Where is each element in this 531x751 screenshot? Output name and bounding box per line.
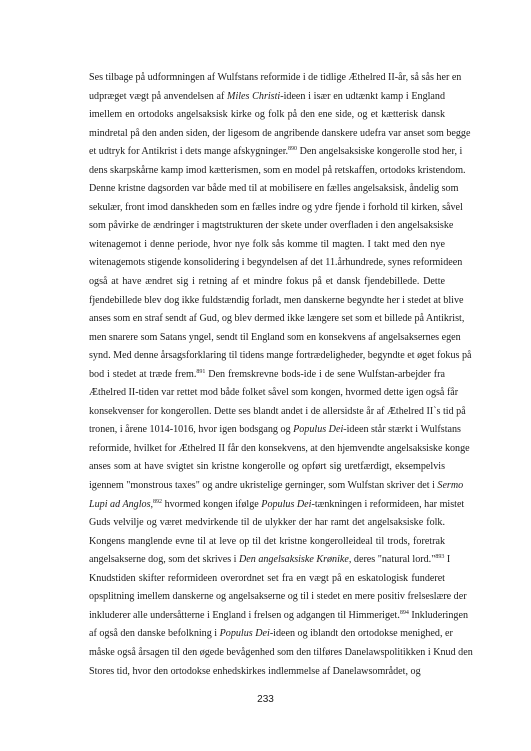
text-segment: -ideen og iblandt den ortodokse menighed, er [269, 628, 453, 640]
text-line [89, 236, 445, 255]
text-line [89, 551, 451, 570]
text-segment: Den fremskrevne bods-ide i de sene Wulfstan-arbejder fra [205, 368, 445, 380]
text-line [89, 403, 466, 422]
text-segment: Guds velvilje og været medvirkende til de ulykker der har ramt det angelsaksiske folk. [89, 517, 445, 529]
text-segment: Den angelsaksiske kongerolle stod her, i [297, 146, 463, 158]
text-line [89, 162, 466, 181]
italic-text: Populus Dei [293, 424, 344, 436]
text-line [89, 514, 445, 533]
footnote-marker: 890 [288, 146, 298, 153]
text-segment: Ses tilbage på udformningen af Wulfstans reformide i de tidlige Æthelred II-år, så sås her en [89, 72, 462, 83]
text-segment: I [444, 554, 451, 566]
text-line [89, 477, 464, 496]
text-segment: mindretal på den anden siden, der ligesom de angribende danskere udefra var anset som begge [89, 127, 471, 139]
text-segment: witenagemot i denne periode, hvor nye folk sås komme til magten. I takt med den nye [89, 238, 445, 250]
footnote-marker: 893 [435, 554, 445, 561]
text-segment: dens skarpskårne kamp imod kætterismen, som en model på retskaffen, ortodoks kristendom. [89, 164, 466, 176]
text-segment: tronen, i årene 1014-1016, hvor igen bodsgang og [89, 424, 294, 436]
text-line [89, 347, 472, 366]
footnote-marker: 891 [196, 368, 206, 375]
text-line [89, 384, 459, 403]
text-line [89, 143, 463, 162]
text-line [89, 125, 471, 144]
text-line [89, 106, 445, 125]
text-line [89, 570, 445, 589]
text-segment: sekulær, front imod danskheden som en fælles indre og ydre fjende i forhold til kirken, såvel [89, 201, 463, 213]
text-line [89, 421, 461, 440]
text-segment: Stores tid, hvor den ortodokse enhedskirkes indlemmelse af Danelawsområdet, og [89, 665, 421, 677]
text-line [89, 217, 454, 236]
footnote-marker: 892 [153, 498, 163, 505]
text-segment: synd. Med denne årsagsforklaring til tidens mange fortrædeligheder, begyndte et øget fokus på [89, 350, 472, 362]
text-line [89, 458, 445, 477]
text-segment: -tænkningen i reformideen, har mistet [311, 498, 465, 510]
page-number: 233 [257, 694, 274, 705]
text-segment: måske også årsagen til den øgede bevågenhed som den tilføres Danelawspolitikken i Knud den [89, 646, 473, 658]
text-segment: Kongens manglende evne til at leve op til det kristne kongerolleideal til trods, foretrak [89, 535, 445, 547]
text-segment: af også den danske befolkning i [89, 628, 220, 640]
text-segment: bod i stedet at træde frem. [89, 368, 197, 380]
italic-text: Miles Christi [227, 90, 281, 102]
text-line [89, 366, 445, 385]
text-line [89, 588, 467, 607]
text-line [89, 180, 459, 199]
italic-text: Lupi ad Anglos, [89, 498, 154, 510]
italic-text: Sermo [437, 480, 464, 492]
text-segment: reformide, hvilket for Æthelred II får den konsekvens, at den hjemvendte angelsaksiske konge [89, 442, 470, 454]
footnote-marker: 894 [399, 609, 409, 616]
text-segment: , deres "natural lord." [348, 554, 436, 566]
text-line [89, 663, 445, 682]
text-segment: -ideen står stærkt i Wulfstans [343, 424, 461, 436]
text-segment: konsekvenser for kongerollen. Dette ses blandt andet i de allersidste år af Æthelred II`s tid på [89, 405, 466, 417]
italic-text: Den angelsaksiske Krønike [238, 554, 349, 566]
italic-text: Populus Dei [261, 498, 312, 510]
text-line [89, 199, 463, 218]
italic-text: Populus Dei [219, 628, 270, 640]
text-line [89, 625, 453, 644]
text-segment: også at have ændret sig i retning af et mindre fokus på et dansk fjendebillede. Dette [89, 276, 445, 288]
text-segment: Denne kristne dagsorden var både med til at mobilisere en fælles angelsaksisk, åndelig som [89, 183, 459, 195]
text-segment: anses som en straf sendt af Gud, og blev dermed ikke længere set som et billede på Antikrist, [89, 313, 465, 325]
text-segment: men snarere som Satans yngel, sendt til England som en konsekvens af angelsaksernes egen [89, 331, 461, 343]
text-line [89, 607, 468, 626]
text-line [89, 533, 445, 552]
text-segment: anses som at have svigtet sin kristne kongerolle og opført sig uretfærdigt, eksempelvis [89, 461, 445, 473]
text-segment: witenagemots stigende konsolidering i begyndelsen af det 11.århundrede, synes reformideen [89, 257, 463, 269]
text-segment: fjendebillede blev dog ikke fuldstændig forladt, men danskerne begyndte her i stedet at blive [89, 294, 464, 306]
text-segment: Knudstiden skifter reformideen overordnet set fra en vægt på en eskatologisk funderet [89, 572, 445, 584]
text-line [89, 88, 445, 107]
text-segment: igennem "monstrous taxes" og andre ukristelige gerninger, som Wulfstan skriver det i [89, 480, 438, 492]
text-segment: et udtryk for Antikrist i dets mange afskygninger. [89, 146, 289, 158]
text-line [89, 292, 464, 311]
text-segment: inkluderer alle undersåtterne i England i frelsen og adgangen til Himmeriget. [89, 609, 400, 621]
text-segment: Inkluderingen [408, 609, 468, 621]
text-segment: hvormed kongen ifølge [162, 498, 262, 510]
text-segment: opsplitning imellem danskerne og angelsakserne og til i stedet en mere positiv frelseslære der [89, 591, 467, 603]
text-segment: som påvirke de ændringer i magtstrukturen der skete under overfladen i den angelsaksiske [89, 220, 454, 232]
text-line [89, 310, 465, 329]
text-line [89, 69, 462, 88]
text-segment: -ideen i især en udtænkt kamp i England [280, 90, 446, 102]
text-line [89, 440, 470, 459]
text-line [89, 273, 445, 292]
text-segment: Æthelred II-tiden var rettet mod både folket såvel som kongen, hvormed dette igen også får [89, 387, 459, 399]
text-line [89, 644, 473, 663]
text-line [89, 254, 463, 273]
text-line [89, 329, 461, 348]
body-text [89, 69, 473, 681]
text-segment: imellem en ortodoks angelsaksisk kirke og folk på den ene side, og et kætterisk dansk [89, 109, 445, 121]
text-segment: udpræget vægt på anvendelsen af [89, 90, 228, 102]
text-segment: angelsakserne dog, som det skrives i [89, 554, 239, 566]
text-line [89, 496, 465, 515]
